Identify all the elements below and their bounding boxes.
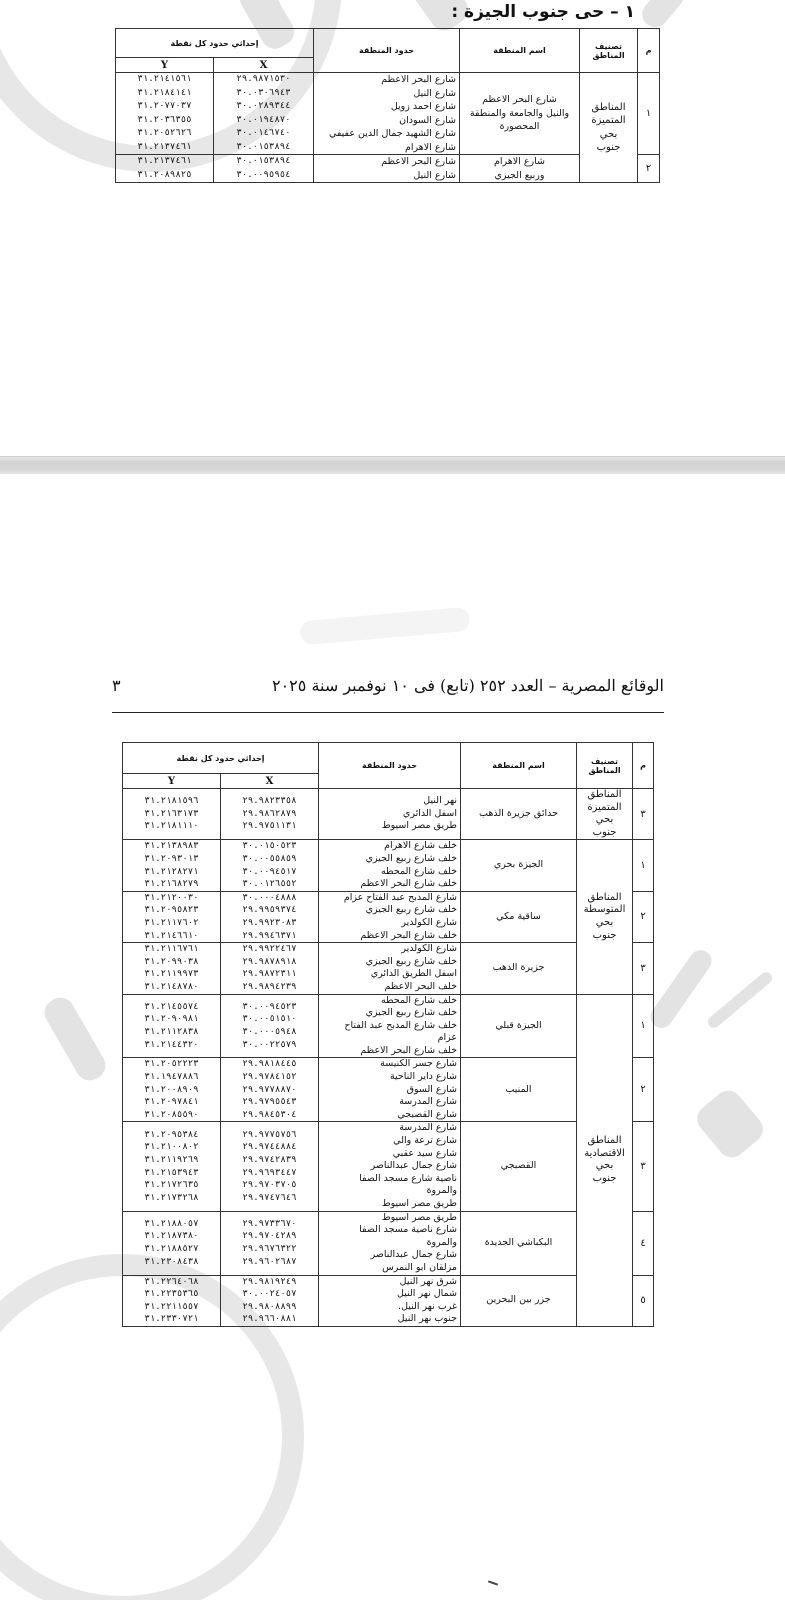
coord-y-line: ٣١.٢١٧٢٦٣٥ — [144, 1180, 199, 1191]
zone-bounds-line: خلف شارع المحطه — [380, 865, 457, 877]
zone-name — [461, 1058, 577, 1122]
header-zone-bounds: حدود المنطقة — [319, 743, 461, 789]
zone-bounds-line: شارع النيل — [413, 87, 456, 99]
coord-x-line: ٣٠.٠١٢٦٥٥٢ — [242, 879, 297, 890]
header-zone-name: اسم المنطقة — [460, 29, 580, 73]
zone-name-line: شارع الاهرام — [494, 156, 545, 167]
coord-y-line: ٣١.٢١٦٨٢٧٩ — [144, 879, 199, 890]
zone-name — [461, 1275, 577, 1326]
coord-x-line: ٣٠.٠١٤٦٧٤٠ — [236, 128, 291, 138]
zone-name — [461, 840, 577, 891]
header-zone-bounds: حدود المنطقة — [314, 29, 460, 73]
zone-bounds — [319, 1058, 461, 1122]
coord-x-line: ٣٠.٠١٥٣٨٩٤ — [236, 156, 291, 166]
zone-bounds-line: شارع ترعة والي — [393, 1135, 457, 1147]
row-index: ٣ — [633, 943, 654, 994]
coord-x-line: ٢٩.٩٧٠٤٢٨٩ — [242, 1231, 297, 1242]
zone-classification-line: جنوب — [592, 1172, 617, 1184]
coord-x — [214, 73, 314, 155]
coord-x — [221, 1275, 319, 1326]
coord-x-line: ٢٩.٩٦٩٣٤٤٧ — [242, 1167, 297, 1178]
zone-name — [460, 73, 580, 155]
zone-bounds-line: خلف شارع ربيع الجيزي — [365, 904, 457, 916]
coord-x — [221, 943, 319, 994]
coord-x-line: ٣٠.٠٠٩٤٥١٧ — [242, 866, 297, 877]
coord-y — [116, 73, 214, 155]
coord-y-line: ٣١.٢١٣٧٤٦١ — [137, 156, 192, 166]
header-coords: إحداثي حدود كل نقطة — [116, 29, 314, 58]
coord-x-line: ٢٩.٩٦٦٠٨٨١ — [242, 1314, 297, 1325]
zone-name-line: المنيب — [505, 1083, 532, 1095]
zone-bounds-line: مزلقان ابو النمرس — [382, 1261, 457, 1273]
zone-name — [461, 943, 577, 994]
table-row — [123, 1211, 654, 1275]
zone-bounds-line: طريق مصر اسيوط — [381, 1198, 457, 1209]
coord-x-line: ٢٩.٩٨٩٤٢٣٩ — [242, 981, 297, 992]
zones-table-page-2 — [122, 742, 654, 1327]
coord-y-line: ٣١.٢١١٦٧٦١ — [144, 944, 199, 955]
table-row — [123, 891, 654, 942]
table-body — [116, 73, 660, 183]
zone-bounds-line: طريق مصر اسيوط — [381, 1211, 457, 1223]
watermark-stroke — [40, 993, 111, 1086]
coord-x-line: ٢٩.٩٨٠٨٨٩٩ — [242, 1301, 297, 1312]
zone-name-line: الجيزة بحري — [493, 859, 544, 871]
coord-x-line: ٣٠.٠٢٨٩٣٤٤ — [236, 101, 291, 111]
row-index: ٤ — [633, 1211, 654, 1275]
coord-y-line: ٣١.٢١٤٨٧٨٠ — [144, 981, 199, 992]
coord-x — [221, 840, 319, 891]
zone-bounds-line: خلف شارع ربيع الجيزي — [365, 1007, 457, 1019]
header-rule — [112, 712, 664, 713]
coord-x-line: ٣٠.٠٠٩٥٩٥٤ — [236, 169, 291, 180]
coord-y-line: ٣١.٢٠٥٢٦٢٦ — [137, 128, 192, 138]
coord-x-line: ٢٩.٩٧٨٤١٥٢ — [242, 1072, 297, 1083]
watermark-stroke — [706, 970, 775, 1031]
header-y: Y — [123, 774, 221, 789]
table-body — [123, 789, 654, 1327]
coord-y-line: ٣١.٢١٤٦٦١٠ — [144, 930, 199, 941]
zone-classification-line: المناطق — [587, 1135, 622, 1147]
table-row — [123, 943, 654, 994]
zone-bounds-line: خلف شارع ربيع الجيزي — [365, 852, 457, 864]
zone-bounds-line: جنوب نهر النيل — [397, 1313, 457, 1325]
zone-bounds-line: خلف شارع المدبح عبد الفتاح — [344, 1019, 457, 1031]
watermark-stroke — [646, 946, 716, 1032]
zone-bounds-line: شارع السوق — [406, 1083, 457, 1095]
zone-bounds-line: شارع المدبح عبد الفتاح عزام — [343, 891, 457, 903]
row-index: ٢ — [633, 1058, 654, 1122]
zone-classification-line: المناطق — [587, 891, 622, 903]
zone-name-line: ساقية مكي — [496, 910, 541, 922]
coord-y — [123, 1275, 221, 1326]
coord-y-line: ٣١.٢١٨٧٣٨٠ — [144, 1231, 199, 1242]
zone-bounds-line: شارع احمد زويل — [390, 101, 456, 112]
zone-bounds-line: شارع الشهيد جمال الدين عفيفي — [328, 128, 456, 139]
zone-bounds-line: شارع داير الناحية — [389, 1071, 457, 1083]
page-number: ٣ — [112, 676, 121, 695]
coord-x-line: ٢٩.٩٧٧٨٨٧٠ — [242, 1084, 297, 1095]
header-index: م — [633, 743, 654, 789]
row-index: ٢ — [638, 155, 660, 183]
coord-y-line: ٣١.٢٠٩٧٨٤١ — [144, 1097, 199, 1108]
zone-bounds-line: شرق نهر النيل — [399, 1275, 457, 1287]
coord-x-line: ٣٠.٠١٥٠٥٢٣ — [242, 841, 297, 852]
coord-y-line: ٣١.٢٠٨٩٨٢٥ — [137, 169, 192, 180]
coord-y-line: ٣١.٢١١٧٦٠٢ — [144, 917, 199, 928]
coord-y — [123, 840, 221, 891]
zone-name-line: والنيل والجامعة والمنطقة — [469, 107, 570, 119]
zone-classification-line: المناطق — [591, 101, 626, 113]
zone-classification-line: بحي — [595, 1160, 614, 1172]
coord-x — [221, 891, 319, 942]
table-row — [123, 994, 654, 1058]
coord-x-line: ٣٠.٠٠٢٤٠٥٧ — [242, 1289, 297, 1300]
zone-classification-line: المتميزة — [591, 115, 626, 126]
coord-x-line: ٢٩.٩٨٢٣٣٥٨ — [242, 796, 297, 807]
zone-classification-line: جنوب — [592, 929, 617, 941]
zone-bounds — [319, 840, 461, 891]
zone-classification — [577, 789, 633, 840]
zone-bounds-line: غرب نهر النيل. — [398, 1300, 457, 1312]
coord-y-line: ٣١.٢١٤١٥٦١ — [137, 74, 192, 84]
zone-classification-line: بحي — [595, 814, 614, 826]
zone-bounds — [319, 1275, 461, 1326]
coord-y-line: ٣١.٢١١٩٢٦٩ — [144, 1154, 199, 1165]
zone-bounds-line: شارع السودان — [399, 114, 456, 126]
header-y: Y — [116, 58, 214, 73]
coord-y-line: ٣١.٢١٧٣٢٦٨ — [144, 1192, 199, 1203]
coord-x-line: ٢٩.٩٨٧٢٣١١ — [242, 969, 297, 980]
zone-bounds — [319, 1122, 461, 1211]
coord-y-line: ٣١.٢١٨٤١٤١ — [137, 87, 192, 98]
coord-y-line: ٣١.٢١٦٣١٧٣ — [144, 808, 199, 819]
coord-y-line: ٣١.٢١١٢٨٣٨ — [144, 1026, 199, 1037]
coord-y-line: ٣١.٢١١٩٩٧٣ — [144, 969, 199, 980]
zone-bounds-line: شارع ناصية مسجد الصفا — [359, 1224, 457, 1236]
zone-bounds — [319, 891, 461, 942]
coord-y — [123, 1058, 221, 1122]
coord-x-line: ٢٩.٩٨٦٢٨٧٩ — [242, 808, 297, 819]
zone-name — [461, 789, 577, 840]
zone-bounds-line: اسفل الطريق الدائري — [370, 968, 457, 980]
table-row — [123, 789, 654, 840]
document-page-1 — [0, 0, 785, 456]
table-row — [116, 155, 660, 183]
coord-y-line: ٣١.٢٠٨٥٥٩٠ — [144, 1109, 199, 1120]
zone-bounds-line: شمال نهر النيل — [396, 1288, 457, 1300]
header-x: X — [214, 58, 314, 73]
coord-y-line: ٣١.١٩٤٧٨٨٦ — [144, 1072, 199, 1083]
header-x: X — [221, 774, 319, 789]
zone-bounds-line: عزام — [437, 1032, 457, 1044]
zone-bounds — [319, 943, 461, 994]
coord-x-line: ٢٩.٩٦٠٢٦٨٧ — [242, 1256, 297, 1267]
zone-name-line: حدائق جزيرة الذهب — [479, 807, 558, 819]
row-index: ١ — [638, 73, 660, 155]
row-index: ٣ — [633, 789, 654, 840]
table-row — [123, 1122, 654, 1211]
zone-classification — [580, 73, 638, 183]
zone-bounds-line: شارع الكولدير — [401, 943, 457, 955]
coord-y-line: ٣١.٢٠٩٩٠٣٨ — [144, 956, 199, 967]
zone-bounds — [319, 789, 461, 840]
coord-x-line: ٣٠.٠١٩٤٨٧٠ — [236, 114, 291, 125]
coord-y-line: ٣١.٢٣٠٨٤٣٨ — [144, 1256, 199, 1267]
zone-classification-line: المناطق — [587, 789, 622, 800]
gazette-header — [112, 676, 664, 695]
coord-x-line: ٢٩.٩٧٥١١٣١ — [242, 821, 297, 832]
zone-bounds-line: شارع البحر الاعظم — [381, 156, 456, 167]
coord-y — [123, 994, 221, 1058]
table-row — [116, 73, 660, 155]
coord-y-line: ٣١.٢١٣٧٤٦١ — [137, 141, 192, 152]
section-title: ١ – حى جنوب الجيزة : — [451, 2, 635, 22]
coord-y — [116, 155, 214, 183]
row-index: ٣ — [633, 1122, 654, 1211]
zone-name-line: جزر بين البحرين — [486, 1294, 551, 1306]
zone-name-line: شارع البحر الاعظم — [482, 94, 557, 106]
zone-name — [461, 994, 577, 1058]
zone-bounds-line: ناصية شارع مسجد الصفا — [359, 1172, 457, 1184]
gazette-title: الوقائع المصرية – العدد ٢٥٢ (تابع) فى ١٠ نوفمبر سنة ٢٠٢٥ — [271, 676, 664, 695]
coord-y — [123, 789, 221, 840]
coord-x-line: ٢٩.٩٦٧٦٣٢٢ — [242, 1244, 297, 1255]
zone-bounds-line: والمروة — [426, 1236, 457, 1248]
zones-table-page-1 — [115, 28, 660, 183]
coord-x-line: ٢٩.٩٧٣٣٦٧٠ — [242, 1218, 297, 1229]
coord-y-line: ٣١.٢١٣٨٩٨٣ — [144, 841, 199, 852]
coord-y-line: ٣١.٢٠٩٠٩٨١ — [144, 1014, 199, 1025]
coord-x-line: ٢٩.٩٩٢٢٤٦٧ — [242, 944, 297, 955]
coord-x-line: ٣٠.٠١٥٣٨٩٤ — [236, 141, 291, 152]
coord-x-line: ٣٠.٠٠٥٥٨٥٩ — [242, 853, 297, 864]
coord-y-line: ٣١.٢٠٠٨٩٠٩ — [144, 1084, 199, 1095]
coord-y-line: ٣١.٢٢٦٤٠٦٨ — [144, 1276, 199, 1287]
coord-y-line: ٣١.٢١٥٣٩٤٣ — [144, 1167, 199, 1178]
zone-bounds-line: شارع جمال عبدالناصر — [370, 1160, 457, 1172]
coord-y-line: ٣١.٢١٠٠٨٠٢ — [144, 1142, 199, 1153]
coord-y-line: ٣١.٢١٢٨٢٧١ — [144, 866, 199, 877]
coord-y — [123, 943, 221, 994]
coord-x-line: ٢٩.٩٨١٨٤٤٥ — [242, 1059, 297, 1070]
row-index: ١ — [633, 994, 654, 1058]
table-row — [123, 840, 654, 891]
coord-y-line: ٣١.٢٠٣٦٣٥٥ — [137, 114, 192, 125]
coord-y-line: ٣١.٢٢٣٥٣٦٥ — [144, 1289, 199, 1300]
zone-classification-line: بحي — [599, 128, 618, 140]
coord-x-line: ٢٩.٩٨٧١٥٣٠ — [236, 74, 291, 84]
coord-y — [123, 891, 221, 942]
table-row — [123, 1058, 654, 1122]
watermark-stroke — [692, 1085, 769, 1163]
coord-x-line: ٢٩.٩٧٤٤٨٨٤ — [242, 1142, 297, 1153]
coord-x-line: ٢٩.٩٧٤٢٨٣٩ — [242, 1154, 297, 1165]
coord-x-line: ٣٠.٠٠٢٢٥٧٩ — [242, 1039, 297, 1050]
header-coords: إحداثي حدود كل نقطة — [123, 743, 319, 774]
zone-bounds-line: خلف شارع المحطه — [380, 994, 457, 1006]
zone-name-line: وربيع الجيزي — [494, 169, 545, 181]
coord-x-line: ٢٩.٩٧٧٥٧٥٦ — [242, 1129, 297, 1140]
coord-x-line: ٢٩.٩٨٧٨٩١٨ — [242, 956, 297, 967]
zone-bounds-line: شارع سيد عقبي — [392, 1147, 457, 1159]
row-index: ٢ — [633, 891, 654, 942]
zone-classification-line: المتوسطة — [583, 904, 626, 916]
zone-bounds-line: خلف شارع البحر الاعظم — [360, 929, 457, 941]
zone-name-line: جزيرة الدهب — [492, 962, 545, 974]
scan-mark — [488, 1580, 498, 1585]
coord-x-line: ٣٠.٠٠٥١٥١٠ — [242, 1014, 297, 1025]
zone-classification-line: المتميزة — [587, 801, 622, 813]
zone-classification — [577, 840, 633, 994]
coord-y-line: ٣١.٢٢١١٥٥٧ — [144, 1301, 199, 1312]
coord-y-line: ٣١.٢١٨١١١٠ — [144, 821, 199, 832]
coord-x-line: ٣٠.٠٠٠٥٩٤٨ — [242, 1026, 297, 1037]
zone-bounds-line: شارع النيل — [413, 169, 456, 181]
coord-y-line: ٣١.٢٠٩٥٨٢٣ — [144, 905, 199, 916]
header-zone-name: اسم المنطقة — [461, 743, 577, 789]
coord-y-line: ٣١.٢٠٥٢٢٢٣ — [144, 1059, 199, 1070]
zone-bounds — [314, 155, 460, 183]
coord-x — [221, 789, 319, 840]
coord-x — [221, 1058, 319, 1122]
coord-x-line: ٣٠.٠٠٠٤٨٨٨ — [242, 892, 297, 903]
zone-bounds-line: شارع البحر الاعظم — [381, 74, 456, 85]
coord-y-line: ٣١.٢٠٩٣٠١٣ — [144, 853, 199, 864]
coord-y-line: ٣١.٢١٨٨٠٥٧ — [144, 1218, 199, 1229]
coord-y-line: ٣١.٢١٢٠٠٣٠ — [144, 892, 199, 903]
zone-bounds — [319, 1211, 461, 1275]
zone-bounds-line: اسفل الدائري — [402, 807, 457, 819]
zone-classification-line: بحي — [595, 916, 614, 928]
zone-classification-line: جنوب — [592, 826, 617, 838]
coord-y-line: ٣١.٢١٤٤٣٢٠ — [144, 1039, 199, 1050]
coord-y-line: ٣١.٢١٨١٥٩٦ — [144, 796, 199, 807]
zone-name — [461, 1211, 577, 1275]
zone-bounds-line: شارع المدرسة — [399, 1122, 457, 1134]
zone-bounds-line: خلف شارع الاهرام — [384, 840, 457, 852]
coord-x — [221, 1122, 319, 1211]
coord-y-line: ٣١.٢٠٧٧٠٣٧ — [137, 101, 192, 111]
page-separator — [0, 456, 785, 476]
zone-bounds-line: طريق مصر اسيوط — [381, 820, 457, 832]
coord-x-line: ٣٠.٠٠٩٤٥٢٣ — [242, 1001, 297, 1012]
zone-name — [461, 1122, 577, 1211]
coord-x-line: ٢٩.٩٩٤٦٣٧١ — [242, 930, 297, 941]
zone-bounds-line: خلف شارع البحر الاعظم — [360, 1044, 457, 1056]
header-index: م — [638, 29, 660, 73]
zone-classification — [577, 994, 633, 1326]
table-row — [123, 1275, 654, 1326]
coord-y-line: ٣١.٢٠٩٥٣٨٤ — [144, 1129, 199, 1140]
coord-y-line: ٣١.٢١٤٥٥٧٤ — [144, 1001, 199, 1012]
zone-bounds-line: نهر النيل — [423, 795, 457, 807]
zone-bounds-line: والمروة — [426, 1185, 457, 1197]
header-classification: تصنيف المناطق — [580, 29, 638, 73]
zone-bounds-line: خلف البحر الاعظم — [384, 980, 457, 992]
zone-bounds-line: شارع جمال عبدالناصر — [370, 1249, 457, 1261]
coord-x-line: ٣٠.٠٣٠٦٩٤٣ — [236, 87, 291, 98]
zone-bounds-line: شارع جسر الكنيسة — [380, 1058, 457, 1070]
coord-x-line: ٢٩.٩٩٢٣٠٨٣ — [242, 917, 297, 928]
watermark-stroke — [299, 607, 470, 646]
header-classification: تصنيف المناطق — [577, 743, 633, 789]
zone-classification-line: جنوب — [596, 142, 621, 153]
zone-name-line: المحصورة — [499, 121, 540, 133]
zone-bounds — [314, 73, 460, 155]
zone-bounds-line: شارع الكولدير — [401, 916, 457, 928]
zone-bounds-line: خلف شارع البحر الاعظم — [360, 878, 457, 890]
zone-name-line: الجيزة قبلي — [495, 1019, 542, 1031]
row-index: ١ — [633, 840, 654, 891]
document-page-2 — [0, 474, 785, 1600]
coord-x-line: ٢٩.٩٧٩٥٥٤٣ — [242, 1097, 297, 1108]
coord-x-line: ٢٩.٩٩٥٩٣٧٤ — [242, 905, 297, 916]
zone-name-line: البكباشي الجديدة — [484, 1236, 553, 1248]
zone-bounds-line: شارع الاهرام — [405, 141, 456, 153]
coord-y-line: ٣١.٢١٨٨٥٢٧ — [144, 1244, 199, 1255]
coord-y-line: ٣١.٢٣٣٠٧٢١ — [144, 1314, 199, 1325]
zone-classification-line: الاقتصادية — [584, 1147, 625, 1159]
coord-x — [221, 1211, 319, 1275]
zone-name — [460, 155, 580, 183]
coord-x — [214, 155, 314, 183]
coord-x-line: ٢٩.٩٨١٩٢٤٩ — [242, 1276, 297, 1287]
zone-bounds-line: خلف شارع ربيع الجيزي — [365, 955, 457, 967]
zone-bounds-line: شارع القصبجي — [397, 1108, 457, 1120]
coord-x-line: ٢٩.٩٧٠٣٧٠٥ — [242, 1180, 297, 1191]
row-index: ٥ — [633, 1275, 654, 1326]
coord-x-line: ٢٩.٩٧٤٧٦٤٦ — [242, 1192, 297, 1203]
coord-y — [123, 1122, 221, 1211]
zone-name-line: القصبجي — [500, 1160, 537, 1172]
coord-x — [221, 994, 319, 1058]
zone-name — [461, 891, 577, 942]
zone-bounds — [319, 994, 461, 1058]
coord-x-line: ٢٩.٩٨٤٥٣٠٤ — [242, 1109, 297, 1120]
coord-y — [123, 1211, 221, 1275]
zone-bounds-line: شارع المدرسة — [399, 1096, 457, 1108]
